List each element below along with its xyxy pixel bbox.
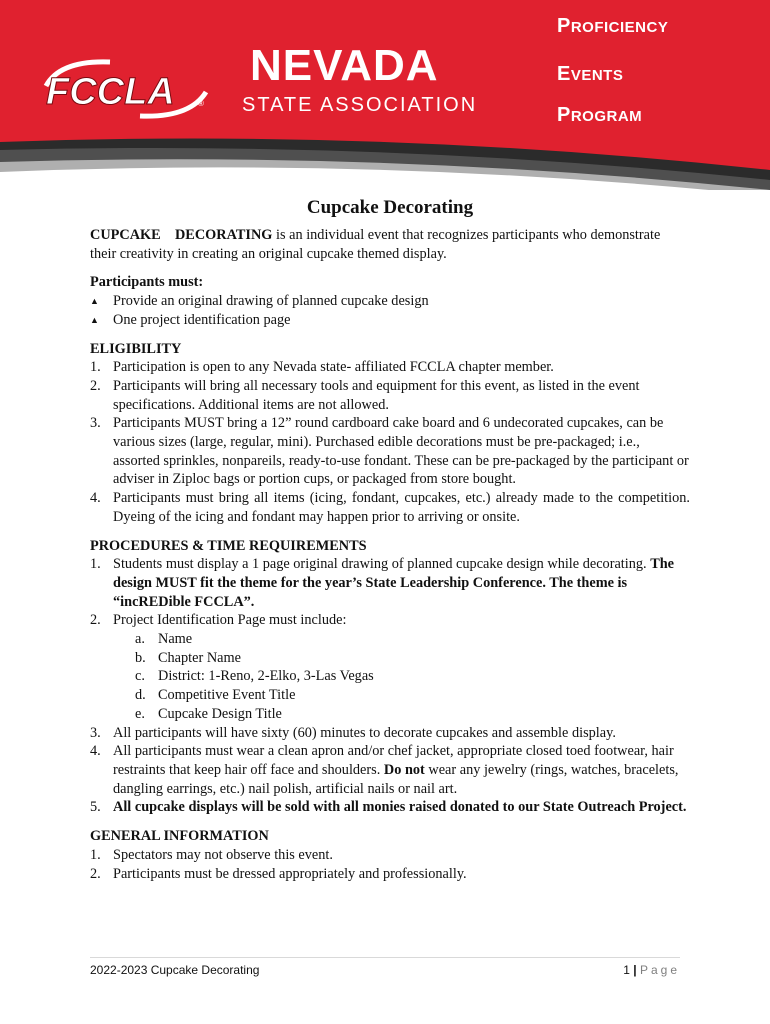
list-item: ▲ Provide an original drawing of planned cupcake design	[90, 293, 429, 310]
list-item: 2. Participants will bring all necessary tools and equipment for this event, as listed in the event specifications. Additional items are not allowed.	[90, 377, 640, 413]
procedures-heading: PROCEDURES & TIME REQUIREMENTS	[90, 537, 367, 554]
sub-list-item: b. Chapter Name	[135, 649, 241, 666]
list-item: 5. All cupcake displays will be sold with all monies raised donated to our State Outreach Project.	[90, 799, 687, 816]
list-item: 2. Participants must be dressed appropriately and professionally.	[90, 865, 467, 882]
list-item: ▲ One project identification page	[90, 311, 291, 328]
list-item: 1. Students must display a 1 page original drawing of planned cupcake design while decorating. The design MUST fit the theme for the year’s State Leadership Conference. The theme is “incREDible FCCLA”.	[90, 556, 675, 610]
intro-paragraph: CUPCAKE DECORATING is an individual event that recognizes participants who demonstrate their creativity in creating an original cupcake themed display.	[90, 227, 661, 262]
svg-text:®: ®	[198, 99, 204, 108]
svg-text:FCCLA: FCCLA	[46, 71, 175, 113]
list-item: 1. Spectators may not observe this event.	[90, 846, 333, 863]
participants-heading: Participants must:	[90, 274, 204, 291]
list-item: 3. Participants MUST bring a 12” round cardboard cake board and 6 undecorated cupcakes, can be various sizes (large, regular, mini). Purchased edible decorations must be pre-packaged; i.e., assorted sprinkles, nonpareils, ready-to-use fondant. These can be pre-packaged by the participant or adviser in Ziploc bags or portion cups, or packaged from store bought.	[90, 415, 689, 488]
document-title: Cupcake Decorating	[306, 197, 474, 218]
sub-list-item: d. Competitive Event Title	[135, 687, 296, 704]
eligibility-heading: ELIGIBILITY	[90, 340, 182, 357]
footer-title: 2022-2023 Cupcake Decorating	[90, 963, 260, 977]
general-heading: GENERAL INFORMATION	[90, 828, 269, 845]
list-item: 4. Participants must bring all items (icing, fondant, cupcakes, etc.) already made to the competition. Dyeing of the icing and fondant may happen prior to arriving or onsite.	[90, 490, 690, 525]
list-item: 1. Participation is open to any Nevada state- affiliated FCCLA chapter member.	[90, 359, 554, 376]
list-item: 4. All participants must wear a clean apron and/or chef jacket, appropriate closed toed footwear, hair restraints that keep hair off face and shoulders. Do not wear any jewelry (rings, watches, bracelets, dangling earrings, etc.) nail polish, artificial nails or nail art.	[90, 743, 679, 797]
program-line-events: EVENTS	[557, 63, 624, 85]
sub-list-item: e. Cupcake Design Title	[135, 705, 282, 722]
program-line-proficiency: PROFICIENCY	[557, 15, 669, 37]
header-banner	[0, 0, 770, 190]
list-item: 3. All participants will have sixty (60) minutes to decorate cupcakes and assemble display.	[90, 724, 616, 741]
state-subtitle: STATE ASSOCIATION	[242, 94, 478, 116]
fccla-logo	[40, 58, 212, 120]
sub-list-item: c. District: 1-Reno, 2-Elko, 3-Las Vegas	[135, 668, 374, 685]
document-body	[90, 196, 690, 883]
list-item: 2. Project Identification Page must include:	[90, 612, 347, 629]
program-line-program: PROGRAM	[557, 104, 643, 126]
page-indicator: 1 | Page	[623, 963, 680, 977]
bullet-icon: ▲	[90, 296, 99, 307]
page-footer	[90, 957, 680, 977]
sub-list-item: a. Name	[135, 631, 193, 648]
state-title: NEVADA	[250, 41, 439, 90]
bullet-icon: ▲	[90, 314, 99, 325]
